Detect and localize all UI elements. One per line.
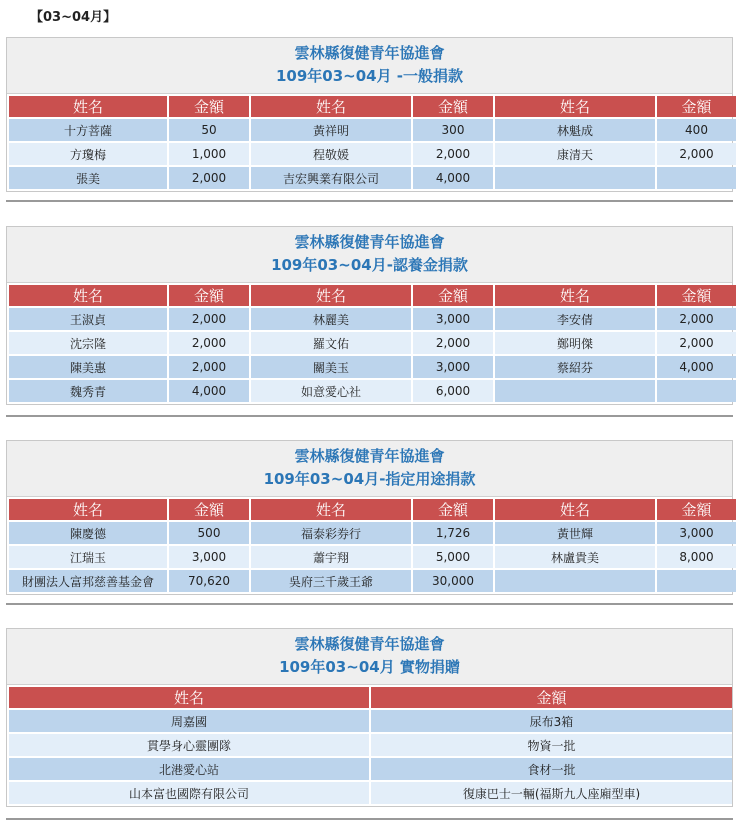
donor-name: 林魁成 [495, 119, 655, 141]
general-donation-section [6, 37, 733, 192]
donor-name: 魏秀青 [9, 380, 167, 402]
donor-name: 王淑貞 [9, 308, 167, 330]
donor-name: 陳慶德 [9, 522, 167, 544]
donation-amount: 3,000 [413, 356, 493, 378]
section-title: 109年03~04月 實物捐贈 [279, 658, 460, 676]
donated-item: 復康巴士一輛(福斯九人座廂型車) [371, 782, 732, 804]
donor-name: 福泰彩券行 [251, 522, 411, 544]
table-row [9, 332, 736, 354]
donor-name: 周嘉國 [9, 710, 369, 732]
donor-name [495, 380, 655, 402]
donation-amount [657, 570, 736, 592]
donor-name: 方瓊梅 [9, 143, 167, 165]
col-amount: 金額 [169, 499, 249, 520]
donation-amount: 3,000 [169, 546, 249, 568]
col-amount: 金額 [657, 499, 736, 520]
table-row [9, 522, 736, 544]
section-header [7, 441, 732, 497]
donation-amount: 2,000 [169, 356, 249, 378]
sponsorship-donation-section [6, 226, 733, 405]
donor-name: 康清天 [495, 143, 655, 165]
donor-name: 羅文佑 [251, 332, 411, 354]
col-amount: 金額 [169, 96, 249, 117]
donor-name: 程敬媛 [251, 143, 411, 165]
table-row [9, 570, 736, 592]
section-org: 雲林縣復健青年協進會 [294, 447, 445, 465]
table-row [9, 308, 736, 330]
table-header-row [9, 687, 732, 708]
col-name: 姓名 [251, 499, 411, 520]
table-header-row [9, 499, 736, 520]
donation-table [7, 94, 738, 191]
table-row [9, 758, 732, 780]
donor-name: 沈宗隆 [9, 332, 167, 354]
col-name: 姓名 [495, 285, 655, 306]
donation-amount [657, 380, 736, 402]
table-row [9, 119, 736, 141]
section-org: 雲林縣復健青年協進會 [294, 44, 445, 62]
donation-amount: 30,000 [413, 570, 493, 592]
page-title: 【03~04月】 [30, 10, 117, 25]
donation-amount: 500 [169, 522, 249, 544]
donation-table [7, 685, 734, 806]
col-name: 姓名 [251, 285, 411, 306]
section-title: 109年03~04月-指定用途捐款 [263, 470, 476, 488]
section-divider [6, 603, 733, 605]
donation-amount: 2,000 [413, 143, 493, 165]
col-amount: 金額 [413, 499, 493, 520]
donor-name: 陳美惠 [9, 356, 167, 378]
col-amount: 金額 [371, 687, 732, 708]
donation-amount [657, 167, 736, 189]
section-divider [6, 415, 733, 417]
donation-amount: 3,000 [657, 522, 736, 544]
donor-name: 江瑞玉 [9, 546, 167, 568]
table-row [9, 710, 732, 732]
table-header-row [9, 285, 736, 306]
col-amount: 金額 [657, 96, 736, 117]
donor-name: 林盧貴美 [495, 546, 655, 568]
table-row [9, 143, 736, 165]
donor-name: 黃世輝 [495, 522, 655, 544]
col-amount: 金額 [413, 96, 493, 117]
donation-amount: 2,000 [657, 332, 736, 354]
donation-table [7, 497, 738, 594]
donor-name: 如意愛心社 [251, 380, 411, 402]
donation-table [7, 283, 738, 404]
donation-amount: 50 [169, 119, 249, 141]
col-name: 姓名 [9, 96, 167, 117]
donation-amount: 2,000 [169, 332, 249, 354]
section-title: 109年03~04月-認養金捐款 [271, 256, 468, 274]
donor-name: 貫學身心靈團隊 [9, 734, 369, 756]
col-name: 姓名 [251, 96, 411, 117]
donor-name: 山本富也國際有限公司 [9, 782, 369, 804]
donor-name: 鄭明傑 [495, 332, 655, 354]
donor-name: 北港愛心站 [9, 758, 369, 780]
table-row [9, 782, 732, 804]
donor-name: 蔡紹芬 [495, 356, 655, 378]
section-header [7, 38, 732, 94]
section-divider [6, 818, 733, 820]
section-title: 109年03~04月 -一般捐款 [275, 67, 464, 85]
section-divider [6, 200, 733, 202]
donation-amount: 70,620 [169, 570, 249, 592]
donation-amount: 400 [657, 119, 736, 141]
col-name: 姓名 [495, 96, 655, 117]
donation-amount: 3,000 [413, 308, 493, 330]
donation-amount: 1,726 [413, 522, 493, 544]
donor-name [495, 167, 655, 189]
donor-name: 李安倩 [495, 308, 655, 330]
col-name: 姓名 [9, 499, 167, 520]
donor-name: 十方菩薩 [9, 119, 167, 141]
donor-name: 吳府三千歲王爺 [251, 570, 411, 592]
table-header-row [9, 96, 736, 117]
donation-amount: 2,000 [657, 308, 736, 330]
donor-name: 張美 [9, 167, 167, 189]
donor-name [495, 570, 655, 592]
donation-amount: 4,000 [657, 356, 736, 378]
col-amount: 金額 [169, 285, 249, 306]
donation-amount: 300 [413, 119, 493, 141]
donated-item: 尿布3箱 [371, 710, 732, 732]
table-row [9, 546, 736, 568]
donation-amount: 2,000 [169, 167, 249, 189]
section-org: 雲林縣復健青年協進會 [294, 233, 445, 251]
col-amount: 金額 [657, 285, 736, 306]
table-row [9, 167, 736, 189]
col-name: 姓名 [9, 687, 369, 708]
in-kind-donation-section [6, 628, 733, 807]
donation-amount: 2,000 [169, 308, 249, 330]
table-row [9, 356, 736, 378]
donation-amount: 4,000 [413, 167, 493, 189]
donor-name: 黃祥明 [251, 119, 411, 141]
donor-name: 蕭宇翔 [251, 546, 411, 568]
table-row [9, 380, 736, 402]
donation-amount: 8,000 [657, 546, 736, 568]
designated-donation-section [6, 440, 733, 595]
donation-amount: 2,000 [413, 332, 493, 354]
donor-name: 財團法人富邦慈善基金會 [9, 570, 167, 592]
donated-item: 物資一批 [371, 734, 732, 756]
donation-amount: 6,000 [413, 380, 493, 402]
donation-amount: 5,000 [413, 546, 493, 568]
donor-name: 關美玉 [251, 356, 411, 378]
col-amount: 金額 [413, 285, 493, 306]
col-name: 姓名 [9, 285, 167, 306]
donation-amount: 2,000 [657, 143, 736, 165]
donor-name: 林麗美 [251, 308, 411, 330]
donor-name: 吉宏興業有限公司 [251, 167, 411, 189]
donation-amount: 1,000 [169, 143, 249, 165]
donated-item: 食材一批 [371, 758, 732, 780]
col-name: 姓名 [495, 499, 655, 520]
section-org: 雲林縣復健青年協進會 [294, 635, 445, 653]
table-row [9, 734, 732, 756]
donation-amount: 4,000 [169, 380, 249, 402]
section-header [7, 629, 732, 685]
section-header [7, 227, 732, 283]
